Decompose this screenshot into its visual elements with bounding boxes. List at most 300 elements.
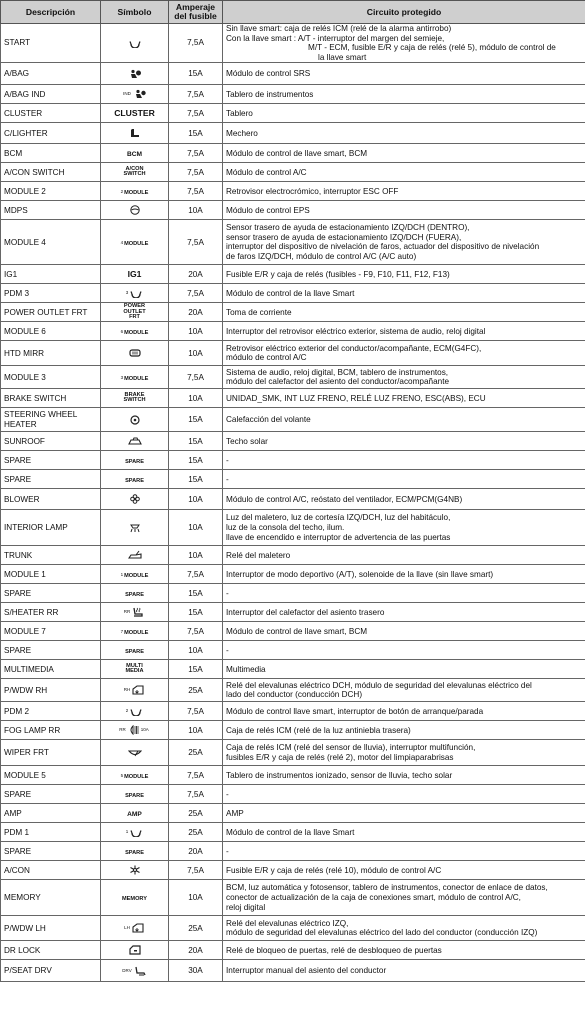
fuse-symbol-text: SPARE bbox=[125, 458, 144, 465]
fuse-symbol bbox=[101, 366, 169, 389]
fuse-amperage: 10A bbox=[169, 322, 223, 341]
fuse-description-text: INTERIOR LAMP bbox=[4, 523, 68, 533]
fuse-description-text: PDM 1 bbox=[4, 827, 30, 837]
fuse-description bbox=[1, 546, 101, 565]
fuse-circuit bbox=[223, 144, 585, 163]
fuse-symbol-text: DRV bbox=[122, 967, 132, 973]
fuse-circuit-line: Mechero bbox=[226, 128, 258, 138]
table-row bbox=[1, 565, 585, 584]
fuse-amperage: 10A bbox=[169, 510, 223, 546]
table-row bbox=[1, 960, 585, 982]
fuse-description bbox=[1, 104, 101, 123]
fuse-description bbox=[1, 842, 101, 861]
fuse-symbol-text: MULTI MEDIA bbox=[125, 662, 144, 675]
fuse-circuit-line: Módulo de control de llave smart, BCM bbox=[226, 148, 368, 158]
airbag-icon bbox=[128, 69, 142, 79]
fuse-description-text: MODULE 4 bbox=[4, 237, 46, 247]
fuse-circuit bbox=[223, 85, 585, 104]
fuse-symbol bbox=[101, 322, 169, 341]
fuse-amperage: 15A bbox=[169, 63, 223, 85]
fuse-circuit bbox=[223, 880, 585, 916]
key-circle-icon bbox=[129, 827, 143, 837]
power-seat-icon bbox=[133, 966, 147, 976]
fuse-circuit-line: Interruptor manual del asiento del conductor bbox=[226, 966, 387, 976]
fuse-symbol-text: MODULE bbox=[124, 240, 149, 247]
fuse-symbol bbox=[101, 85, 169, 104]
fuse-circuit-line: Módulo de control de la llave Smart bbox=[226, 827, 355, 837]
fuse-circuit-line: - bbox=[226, 474, 229, 484]
fuse-circuit bbox=[223, 201, 585, 220]
fuse-description-text: SPARE bbox=[4, 789, 32, 799]
fuse-circuit bbox=[223, 603, 585, 622]
fuse-circuit bbox=[223, 785, 585, 804]
table-row bbox=[1, 85, 585, 104]
table-row bbox=[1, 201, 585, 220]
fuse-description-text: MODULE 6 bbox=[4, 326, 46, 336]
table-row bbox=[1, 24, 585, 63]
fuse-symbol-number: 6 bbox=[120, 328, 124, 334]
fuse-description-text: MODULE 3 bbox=[4, 372, 46, 382]
power-window-icon bbox=[131, 685, 145, 695]
fuse-description bbox=[1, 641, 101, 660]
fuse-symbol-text: IG1 bbox=[127, 268, 142, 279]
fuse-description-text: SPARE bbox=[4, 645, 32, 655]
fuse-description bbox=[1, 740, 101, 766]
fuse-description bbox=[1, 861, 101, 880]
fuse-circuit-line: Tablero de instrumentos ionizado, sensor de lluvia, techo solar bbox=[226, 770, 453, 780]
fuse-symbol bbox=[101, 660, 169, 679]
fuse-circuit bbox=[223, 823, 585, 842]
fuse-circuit bbox=[223, 389, 585, 408]
fuse-description bbox=[1, 322, 101, 341]
fuse-description-text: STEERING WHEEL bbox=[4, 410, 78, 420]
fuse-circuit-line: Relé del maletero bbox=[226, 550, 291, 560]
fuse-description-text: MODULE 1 bbox=[4, 569, 46, 579]
table-row bbox=[1, 916, 585, 941]
fuse-symbol bbox=[101, 104, 169, 123]
fuse-amperage: 20A bbox=[169, 941, 223, 960]
fuse-symbol bbox=[101, 740, 169, 766]
fuse-circuit-line: Sistema de audio, reloj digital, BCM, tablero de instrumentos, bbox=[226, 367, 449, 377]
fuse-symbol bbox=[101, 842, 169, 861]
fuse-circuit bbox=[223, 489, 585, 510]
fuse-circuit-line: llave de encendido e interruptor de advertencia de las puertas bbox=[226, 532, 451, 542]
fuse-circuit-line: Techo solar bbox=[226, 436, 268, 446]
fuse-description-text: DR LOCK bbox=[4, 945, 41, 955]
fuse-amperage: 7,5A bbox=[169, 785, 223, 804]
fuse-circuit bbox=[223, 804, 585, 823]
table-row bbox=[1, 489, 585, 510]
fuse-circuit-line: Módulo de control de llave smart, BCM bbox=[226, 626, 368, 636]
fuse-circuit-line: módulo de control A/C bbox=[226, 353, 307, 363]
fuse-circuit-line: Calefacción del volante bbox=[226, 415, 311, 425]
fuse-description-text: MEMORY bbox=[4, 893, 41, 903]
fuse-description-text: AMP bbox=[4, 808, 22, 818]
fuse-description bbox=[1, 941, 101, 960]
fuse-symbol bbox=[101, 489, 169, 510]
fuse-circuit bbox=[223, 641, 585, 660]
fuse-circuit-line: Con la llave smart : A/T - interruptor del margen del semieje, bbox=[226, 33, 445, 43]
fuse-symbol bbox=[101, 220, 169, 265]
fuse-symbol bbox=[101, 861, 169, 880]
fuse-amperage: 30A bbox=[169, 960, 223, 982]
table-row bbox=[1, 182, 585, 201]
table-row bbox=[1, 341, 585, 366]
fuse-circuit-line: lado del conductor (conducción DCH) bbox=[226, 690, 363, 700]
table-row bbox=[1, 679, 585, 702]
fuse-circuit-line: Módulo de control EPS bbox=[226, 205, 310, 215]
fuse-circuit bbox=[223, 660, 585, 679]
fuse-amperage: 7,5A bbox=[169, 861, 223, 880]
table-row bbox=[1, 284, 585, 303]
fuse-circuit-line: módulo del calefactor del asiento del conductor/acompañante bbox=[226, 377, 450, 387]
fuse-description bbox=[1, 785, 101, 804]
header-circuit: Circuito protegido bbox=[223, 1, 585, 24]
fuse-description bbox=[1, 960, 101, 982]
sunroof-icon bbox=[128, 436, 142, 446]
heated-wheel-icon bbox=[128, 415, 142, 425]
fuse-circuit-line: Caja de relés ICM (relé del sensor de lluvia), interruptor multifunción, bbox=[226, 743, 476, 753]
fuse-amperage: 7,5A bbox=[169, 182, 223, 201]
fuse-circuit bbox=[223, 679, 585, 702]
fuse-symbol-number: 3 bbox=[120, 374, 124, 380]
fuse-circuit-line: módulo de seguridad del elevalunas eléctrico del lado del conductor (conducción IZQ) bbox=[226, 928, 538, 938]
fuse-description-text: CLUSTER bbox=[4, 108, 43, 118]
table-row bbox=[1, 408, 585, 432]
fuse-circuit-line: Interruptor del retrovisor eléctrico exterior, sistema de audio, reloj digital bbox=[226, 326, 486, 336]
fuse-circuit bbox=[223, 163, 585, 182]
fuse-circuit bbox=[223, 303, 585, 322]
fuse-circuit-line: Luz del maletero, luz de cortesía IZQ/DCH, luz del habitáculo, bbox=[226, 513, 451, 523]
fuse-circuit-line: - bbox=[226, 789, 229, 799]
fuse-circuit-line: BCM, luz automática y fotosensor, tablero de instrumentos, conector de enlace de datos, bbox=[226, 883, 548, 893]
fuse-description bbox=[1, 163, 101, 182]
fuse-description-text: BLOWER bbox=[4, 494, 40, 504]
fuse-symbol bbox=[101, 622, 169, 641]
fuse-circuit bbox=[223, 220, 585, 265]
fuse-symbol bbox=[101, 284, 169, 303]
fuse-description bbox=[1, 679, 101, 702]
fuse-amperage: 20A bbox=[169, 842, 223, 861]
fuse-description-text: A/BAG bbox=[4, 69, 30, 79]
fuse-amperage: 7,5A bbox=[169, 702, 223, 721]
fuse-description bbox=[1, 603, 101, 622]
fuse-circuit bbox=[223, 941, 585, 960]
fuse-symbol bbox=[101, 389, 169, 408]
table-row bbox=[1, 470, 585, 489]
fuse-description bbox=[1, 766, 101, 785]
fuse-symbol-text: MODULE bbox=[124, 329, 149, 336]
fuse-circuit bbox=[223, 702, 585, 721]
key-circle-icon bbox=[128, 38, 142, 48]
fuse-description bbox=[1, 366, 101, 389]
fuse-circuit bbox=[223, 584, 585, 603]
fuse-description-text: START bbox=[4, 38, 31, 48]
fuse-symbol-text: MODULE bbox=[124, 189, 149, 196]
fuse-circuit bbox=[223, 284, 585, 303]
wiper-icon bbox=[128, 748, 142, 758]
fuse-circuit bbox=[223, 960, 585, 982]
fuse-circuit-line: de faros IZQ/DCH, módulo de control A/C (A/C auto) bbox=[226, 251, 417, 261]
fuse-description bbox=[1, 470, 101, 489]
table-row bbox=[1, 144, 585, 163]
fuse-symbol-text: MODULE bbox=[124, 773, 149, 780]
fuse-symbol-number: 1 bbox=[120, 571, 124, 577]
fuse-circuit bbox=[223, 861, 585, 880]
fuse-symbol bbox=[101, 341, 169, 366]
fuse-symbol-text: IND bbox=[123, 91, 131, 97]
fuse-description-text-line2: HEATER bbox=[4, 419, 37, 429]
fuse-amperage: 10A bbox=[169, 489, 223, 510]
fuse-symbol bbox=[101, 679, 169, 702]
fuse-symbol bbox=[101, 960, 169, 982]
fuse-symbol bbox=[101, 163, 169, 182]
fuse-description-text: SPARE bbox=[4, 455, 32, 465]
fuse-amperage: 7,5A bbox=[169, 622, 223, 641]
fog-lamp-icon bbox=[127, 725, 141, 735]
fuse-circuit-line: M/T - ECM, fusible E/R y caja de relés (relé 5), módulo de control de bbox=[308, 43, 556, 53]
fuse-symbol bbox=[101, 303, 169, 322]
table-row bbox=[1, 660, 585, 679]
fuse-circuit-line: - bbox=[226, 455, 229, 465]
table-row bbox=[1, 546, 585, 565]
fuse-description-text: IG1 bbox=[4, 269, 18, 279]
fuse-description-text: C/LIGHTER bbox=[4, 128, 48, 138]
table-row bbox=[1, 641, 585, 660]
fuse-circuit-line: Relé del elevalunas eléctrico DCH, módulo de seguridad del elevalunas eléctrico del bbox=[226, 680, 532, 690]
fuse-symbol-number: 1 bbox=[125, 829, 129, 835]
fuse-amperage: 10A bbox=[169, 341, 223, 366]
fuse-circuit bbox=[223, 740, 585, 766]
fuse-amperage: 7,5A bbox=[169, 220, 223, 265]
fuse-amperage: 10A bbox=[169, 201, 223, 220]
table-row bbox=[1, 163, 585, 182]
table-row bbox=[1, 389, 585, 408]
fuse-symbol-text: A/CON SWITCH bbox=[123, 165, 146, 178]
table-row bbox=[1, 721, 585, 740]
fuse-symbol bbox=[101, 584, 169, 603]
fuse-description-text: SPARE bbox=[4, 846, 32, 856]
fuse-circuit-line: Relé del elevalunas eléctrico IZQ, bbox=[226, 918, 349, 928]
fuse-amperage: 7,5A bbox=[169, 565, 223, 584]
table-row bbox=[1, 123, 585, 144]
fuse-circuit-line: Retrovisor eléctrico exterior del conductor/acompañante, ECM(G4FC), bbox=[226, 343, 482, 353]
lighter-icon bbox=[128, 128, 142, 138]
fuse-amperage: 20A bbox=[169, 303, 223, 322]
fuse-circuit bbox=[223, 366, 585, 389]
fuse-symbol-number: 4 bbox=[120, 239, 124, 245]
fuse-description-text: BCM bbox=[4, 148, 23, 158]
fuse-circuit-line: Relé de bloqueo de puertas, relé de desbloqueo de puertas bbox=[226, 945, 442, 955]
fuse-description bbox=[1, 265, 101, 284]
fuse-description-text: P/WDW LH bbox=[4, 923, 46, 933]
table-row bbox=[1, 432, 585, 451]
fuse-symbol bbox=[101, 123, 169, 144]
table-row bbox=[1, 366, 585, 389]
fuse-circuit-line: reloj digital bbox=[226, 902, 266, 912]
fuse-circuit-line: Módulo de control de la llave Smart bbox=[226, 288, 355, 298]
fuse-amperage: 15A bbox=[169, 408, 223, 432]
fuse-circuit-line: Multimedia bbox=[226, 664, 266, 674]
fuse-amperage: 7,5A bbox=[169, 766, 223, 785]
fuse-description-text: HTD MIRR bbox=[4, 348, 45, 358]
table-row bbox=[1, 220, 585, 265]
table-row bbox=[1, 104, 585, 123]
fuse-symbol-text: BRAKE SWITCH bbox=[123, 391, 146, 404]
fuse-circuit-line: Módulo de control A/C, reóstato del ventilador, ECM/PCM(G4NB) bbox=[226, 494, 463, 504]
fuse-description bbox=[1, 622, 101, 641]
fuse-symbol-number: 2 bbox=[125, 708, 129, 714]
fuse-description bbox=[1, 432, 101, 451]
fuse-circuit-line: interruptor del dispositivo de nivelación de faros, actuador del dispositivo de nivelación bbox=[226, 242, 540, 252]
table-row bbox=[1, 510, 585, 546]
fuse-description-text: SPARE bbox=[4, 588, 32, 598]
fuse-symbol-text: SPARE bbox=[125, 792, 144, 799]
fuse-description-text: P/SEAT DRV bbox=[4, 966, 52, 976]
fuse-symbol-text: SPARE bbox=[125, 849, 144, 856]
fuse-symbol-number: 5 bbox=[120, 772, 124, 778]
table-row bbox=[1, 880, 585, 916]
table-row bbox=[1, 861, 585, 880]
fuse-symbol bbox=[101, 24, 169, 63]
fuse-circuit bbox=[223, 123, 585, 144]
fuse-circuit bbox=[223, 916, 585, 941]
fuse-symbol bbox=[101, 432, 169, 451]
fuse-amperage: 7,5A bbox=[169, 144, 223, 163]
fuse-circuit bbox=[223, 408, 585, 432]
fuse-description bbox=[1, 702, 101, 721]
fuse-description-text: PDM 3 bbox=[4, 288, 30, 298]
fuse-symbol bbox=[101, 766, 169, 785]
table-row bbox=[1, 451, 585, 470]
fuse-symbol-text: POWER OUTLET FRT bbox=[123, 302, 146, 321]
fuse-symbol bbox=[101, 823, 169, 842]
fuse-symbol-text: RR bbox=[123, 609, 131, 615]
fuse-circuit-line: - bbox=[226, 846, 229, 856]
fuse-symbol-text: CLUSTER bbox=[114, 107, 155, 118]
table-row bbox=[1, 785, 585, 804]
fuse-symbol-text: AMP bbox=[127, 810, 142, 818]
fuse-circuit-line: Tablero de instrumentos bbox=[226, 89, 314, 99]
fuse-circuit bbox=[223, 565, 585, 584]
fuse-description bbox=[1, 303, 101, 322]
fuse-amperage: 20A bbox=[169, 265, 223, 284]
fuse-symbol bbox=[101, 804, 169, 823]
fuse-amperage: 25A bbox=[169, 679, 223, 702]
table-row bbox=[1, 603, 585, 622]
fuse-amperage: 7,5A bbox=[169, 85, 223, 104]
fuse-symbol-number: 2 bbox=[120, 188, 124, 194]
table-row bbox=[1, 823, 585, 842]
fuse-symbol bbox=[101, 470, 169, 489]
door-lock-icon bbox=[128, 945, 142, 955]
table-row bbox=[1, 622, 585, 641]
fuse-amperage: 10A bbox=[169, 721, 223, 740]
fuse-amperage: 15A bbox=[169, 603, 223, 622]
fuse-symbol-number: 3 bbox=[125, 290, 129, 296]
fuse-symbol-text: SPARE bbox=[125, 648, 144, 655]
key-circle-icon bbox=[129, 288, 143, 298]
fuse-symbol bbox=[101, 603, 169, 622]
table-row bbox=[1, 702, 585, 721]
fuse-circuit-line: Fusible E/R y caja de relés (relé 10), módulo de control A/C bbox=[226, 865, 442, 875]
fuse-description-text: MODULE 7 bbox=[4, 626, 46, 636]
fuse-symbol-text: RR bbox=[119, 727, 126, 733]
fuse-circuit bbox=[223, 510, 585, 546]
fuse-description-text: MULTIMEDIA bbox=[4, 664, 54, 674]
trunk-icon bbox=[128, 550, 142, 560]
fuse-description-text: WIPER FRT bbox=[4, 748, 49, 758]
fuse-circuit-line: Interruptor de modo deportivo (A/T), solenoide de la llave (sin llave smart) bbox=[226, 569, 494, 579]
fuse-circuit-line: Fusible E/R y caja de relés (fusibles - F9, F10, F11, F12, F13) bbox=[226, 269, 450, 279]
fuse-circuit bbox=[223, 265, 585, 284]
fuse-circuit bbox=[223, 432, 585, 451]
fuse-symbol-number: 7 bbox=[120, 628, 124, 634]
fuse-circuit-line: Interruptor del calefactor del asiento trasero bbox=[226, 607, 385, 617]
fuse-circuit-line: conector de actualización de la caja de conexiones smart, módulo de control A/C, bbox=[226, 893, 521, 903]
fuse-symbol bbox=[101, 182, 169, 201]
fuse-circuit bbox=[223, 451, 585, 470]
fuse-symbol bbox=[101, 702, 169, 721]
fuse-description-text: A/CON SWITCH bbox=[4, 167, 65, 177]
fuse-circuit-line: luz de la consola del techo, ilum. bbox=[226, 523, 345, 533]
table-row bbox=[1, 842, 585, 861]
steering-circle-icon bbox=[128, 205, 142, 215]
fuse-description-text: PDM 2 bbox=[4, 706, 30, 716]
fuse-amperage: 7,5A bbox=[169, 163, 223, 182]
fuse-description-text: MDPS bbox=[4, 205, 28, 215]
fuse-amperage: 15A bbox=[169, 584, 223, 603]
fuse-description-text: P/WDW RH bbox=[4, 685, 48, 695]
fuse-symbol bbox=[101, 916, 169, 941]
fuse-description bbox=[1, 451, 101, 470]
fuse-amperage: 10A bbox=[169, 546, 223, 565]
fuse-symbol-rating: 10A bbox=[140, 727, 149, 733]
fuse-amperage: 7,5A bbox=[169, 24, 223, 63]
fuse-description-text: TRUNK bbox=[4, 550, 33, 560]
fuse-amperage: 25A bbox=[169, 804, 223, 823]
fuse-description bbox=[1, 880, 101, 916]
fuse-circuit bbox=[223, 721, 585, 740]
fuse-circuit-line: la llave smart bbox=[318, 52, 367, 62]
fuse-symbol-text: MEMORY bbox=[122, 896, 147, 903]
fuse-circuit bbox=[223, 104, 585, 123]
fuse-amperage: 7,5A bbox=[169, 284, 223, 303]
fuse-circuit-line: Módulo de control llave smart, interruptor de botón de arranque/parada bbox=[226, 706, 484, 716]
fuse-circuit-line: Caja de relés ICM (relé de la luz antiniebla trasera) bbox=[226, 725, 411, 735]
table-row bbox=[1, 804, 585, 823]
fuse-symbol bbox=[101, 265, 169, 284]
fuse-circuit-line: - bbox=[226, 588, 229, 598]
power-window-icon bbox=[131, 923, 145, 933]
fuse-circuit-line: Módulo de control A/C bbox=[226, 167, 307, 177]
fuse-description bbox=[1, 341, 101, 366]
fuse-circuit bbox=[223, 24, 585, 63]
fuse-description-text: MODULE 5 bbox=[4, 770, 46, 780]
fuse-description bbox=[1, 144, 101, 163]
fuse-circuit bbox=[223, 341, 585, 366]
fuse-description bbox=[1, 389, 101, 408]
fuse-amperage: 10A bbox=[169, 389, 223, 408]
fuse-amperage: 7,5A bbox=[169, 104, 223, 123]
fuse-circuit bbox=[223, 322, 585, 341]
fuse-symbol bbox=[101, 565, 169, 584]
fuse-symbol-text: RH bbox=[123, 687, 131, 693]
fuse-description-text: SUNROOF bbox=[4, 436, 45, 446]
table-header-row bbox=[1, 1, 585, 24]
fuse-symbol bbox=[101, 641, 169, 660]
fuse-circuit-line: Toma de corriente bbox=[226, 307, 292, 317]
